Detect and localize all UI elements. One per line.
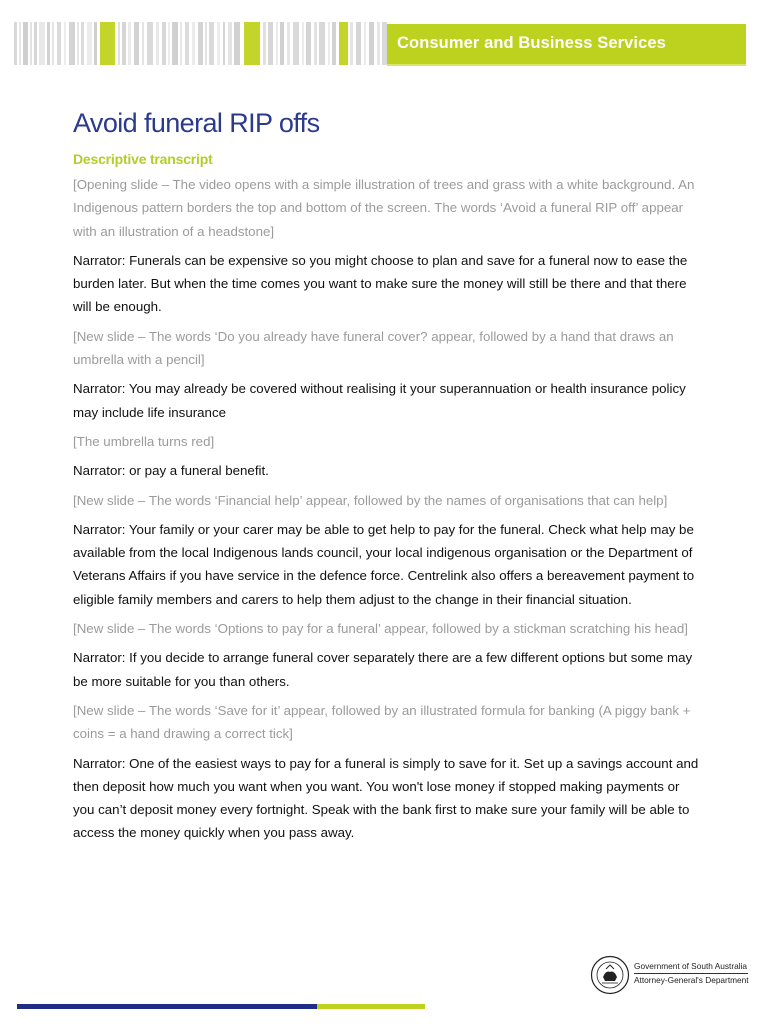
- header-stripe: [287, 22, 290, 65]
- government-logo: [590, 955, 750, 995]
- header-stripe: [332, 22, 336, 65]
- header-stripe: [122, 22, 126, 65]
- header-stripe: [263, 22, 266, 65]
- header-stripe: [142, 22, 144, 65]
- header-stripe: [228, 22, 232, 65]
- stage-direction: [The umbrella turns red]: [73, 433, 215, 449]
- narration-paragraph: Narrator: You may already be covered without realising it your superannuation or health insurance policy may include life insurance: [73, 381, 686, 420]
- header-stripe: [23, 22, 28, 65]
- header-stripe: [205, 22, 207, 65]
- stage-direction: [New slide – The words ‘Save for it’ appear, followed by an illustrated formula for banking (A piggy bank + coins = a hand drawing a correct tick]: [73, 702, 691, 742]
- header-stripe: [268, 22, 273, 65]
- government-name: Government of South Australia: [634, 961, 747, 971]
- header-stripe: [314, 22, 317, 65]
- header-stripe: [306, 22, 311, 65]
- header-stripe: [134, 22, 139, 65]
- stage-direction: [New slide – The words ‘Financial help’ appear, followed by the names of organisations that can help]: [73, 492, 668, 508]
- narration-paragraph: Narrator: One of the easiest ways to pay for a funeral is simply to save for it. Set up a savings account and then deposit how much you want when you want. You won't lose money if stopped making payments or you can’t deposit money every fortnight. Speak with the bank first to make sure your family will be able to access the money quickly when you pass away.: [73, 755, 699, 841]
- header-stripe: [364, 22, 366, 65]
- header-stripe: [209, 22, 214, 65]
- header-stripe: [81, 22, 84, 65]
- header-stripe: [234, 22, 240, 65]
- stage-direction: [New slide – The words ‘Do you already have funeral cover? appear, followed by a hand that draws an umbrella with a pencil]: [73, 328, 674, 368]
- header-band: [387, 24, 746, 66]
- header-stripe: [64, 22, 66, 65]
- header-stripe: [339, 22, 348, 65]
- header-stripe: [302, 22, 304, 65]
- header-stripe: [52, 22, 54, 65]
- header-stripe: [118, 22, 120, 65]
- header-stripe: [100, 22, 115, 65]
- header-stripe: [280, 22, 284, 65]
- header-stripe: [69, 22, 75, 65]
- header-stripe: [57, 22, 61, 65]
- page-title: Avoid funeral RIP offs: [73, 108, 320, 138]
- header-stripe: [192, 22, 195, 65]
- narration-paragraph: Narrator: Funerals can be expensive so you might choose to plan and save for a funeral now to ease the burden later. But when the time comes you want to make sure the money will still be there and that there will be enough.: [73, 252, 688, 315]
- header-stripe: [180, 22, 182, 65]
- footer-bar: [17, 1004, 425, 1009]
- narration-paragraph: Narrator: If you decide to arrange funeral cover separately there are a few different options but some may be more suitable for you than others.: [73, 650, 693, 689]
- header-stripe: [47, 22, 50, 65]
- header-stripe: [369, 22, 374, 65]
- header-stripe: [217, 22, 220, 65]
- south-australia-seal-icon: [590, 955, 630, 995]
- header-stripe: [156, 22, 159, 65]
- header-stripe: [30, 22, 32, 65]
- header-stripe: [356, 22, 361, 65]
- header-stripe: [293, 22, 299, 65]
- header-stripe: [14, 22, 17, 65]
- department-name-footer: Attorney-General's Department: [634, 975, 749, 985]
- header-stripe: [276, 22, 278, 65]
- header-stripe: [168, 22, 170, 65]
- department-name: Consumer and Business Services: [397, 34, 666, 52]
- narration-paragraph: Narrator: Your family or your carer may be able to get help to pay for the funeral. Check what help may be available from the local Indigenous lands council, your local indigenous organisation or the Department of Veterans Affairs if you have service in the defence force. Centrelink also offers a bereavement payment to eligible family members and carers to help them adjust to the change in their financial situation.: [73, 521, 695, 607]
- header-stripe: [128, 22, 131, 65]
- header-stripe: [244, 22, 260, 65]
- header-stripe: [223, 22, 225, 65]
- header-stripe: [147, 22, 153, 65]
- stage-direction: [Opening slide – The video opens with a simple illustration of trees and grass with a white background. An Indigenous pattern borders the top and bottom of the screen. The words ‘Avoid a funeral RIP off’ appear with an illustration of a headstone]: [73, 177, 695, 239]
- header-stripe: [39, 22, 45, 65]
- header-stripe: [77, 22, 79, 65]
- header-stripe: [328, 22, 330, 65]
- header-stripe: [34, 22, 37, 65]
- header-pattern: [14, 22, 387, 65]
- footer-bar-navy: [17, 1004, 317, 1009]
- footer-bar-lime: [317, 1004, 425, 1009]
- header-stripe: [172, 22, 178, 65]
- header-stripe: [319, 22, 325, 65]
- header-stripe: [19, 22, 21, 65]
- stage-direction: [New slide – The words ‘Options to pay for a funeral’ appear, followed by a stickman scratching his head]: [73, 621, 688, 637]
- header-stripe: [377, 22, 380, 65]
- header-stripe: [162, 22, 166, 65]
- transcript-body: [73, 173, 703, 851]
- header-stripe: [350, 22, 353, 65]
- header-stripe: [94, 22, 97, 65]
- header-stripe: [198, 22, 203, 65]
- header-stripe: [87, 22, 92, 65]
- page-subtitle: Descriptive transcript: [73, 151, 213, 167]
- narration-paragraph: Narrator: or pay a funeral benefit.: [73, 463, 269, 479]
- header-stripe: [185, 22, 189, 65]
